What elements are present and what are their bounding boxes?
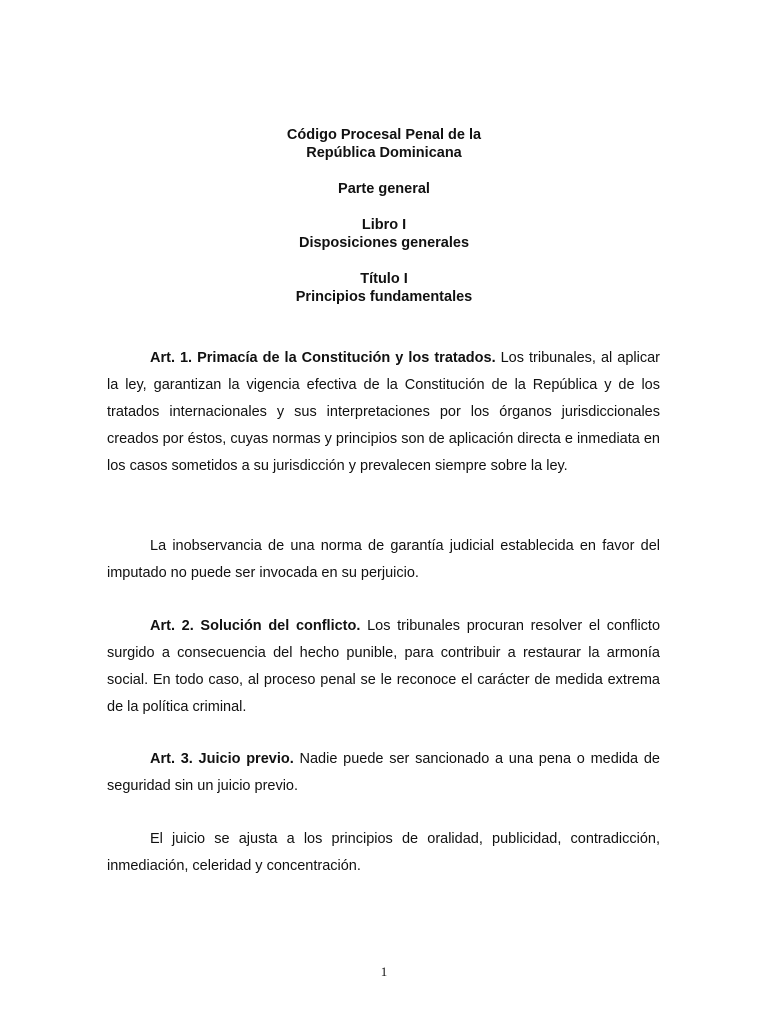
title-label: Título I — [360, 271, 408, 287]
article-3-heading: Art. 3. Juicio previo. — [150, 751, 294, 767]
article-1-paragraph — [107, 345, 660, 480]
article-3-body: Nadie puede ser sancionado a una pena o medida de seguridad sin un juicio previo. — [107, 751, 660, 794]
part-label: Parte general — [338, 181, 430, 197]
title-heading — [0, 270, 768, 306]
article-2-body: Los tribunales procuran resolver el conflicto surgido a consecuencia del hecho punible, para contribuir a restaurar la armonía social. En todo caso, al proceso penal se le reconoce el carácter de medida extrema de la política criminal. — [107, 618, 661, 715]
title-line-1: Código Procesal Penal de la — [286, 127, 482, 143]
article-1-body: Los tribunales, al aplicar la ley, garantizan la vigencia efectiva de la Constitución de la República y de los tratados internacionales y sus interpretaciones por los órganos jurisdiccionales creados por éstos, cuyas normas y principios son de aplicación directa e inmediata en los casos sometidos a su jurisdicción y prevalecen siempre sobre la ley. — [107, 350, 660, 474]
part-heading — [0, 180, 768, 198]
title-line-2: República Dominicana — [306, 145, 462, 161]
book-title: Disposiciones generales — [298, 235, 470, 251]
article-2-paragraph — [107, 613, 660, 721]
article-2-heading: Art. 2. Solución del conflicto. — [150, 618, 361, 634]
title-name: Principios fundamentales — [295, 289, 473, 305]
document-title — [0, 126, 768, 162]
article-3-paragraph-2 — [107, 826, 660, 880]
article-1-para2-text: La inobservancia de una norma de garantía judicial establecida en favor del imputado no puede ser invocada en su perjuicio. — [107, 538, 660, 581]
book-heading — [0, 216, 768, 252]
book-label: Libro I — [361, 217, 407, 233]
article-3-para2-text: El juicio se ajusta a los principios de oralidad, publicidad, contradicción, inmediación, celeridad y concentración. — [107, 831, 660, 874]
page-number: 1 — [380, 964, 388, 979]
article-1-paragraph-2 — [107, 533, 660, 587]
article-3-paragraph — [107, 746, 660, 800]
article-1-heading: Art. 1. Primacía de la Constitución y los tratados. — [150, 350, 496, 366]
